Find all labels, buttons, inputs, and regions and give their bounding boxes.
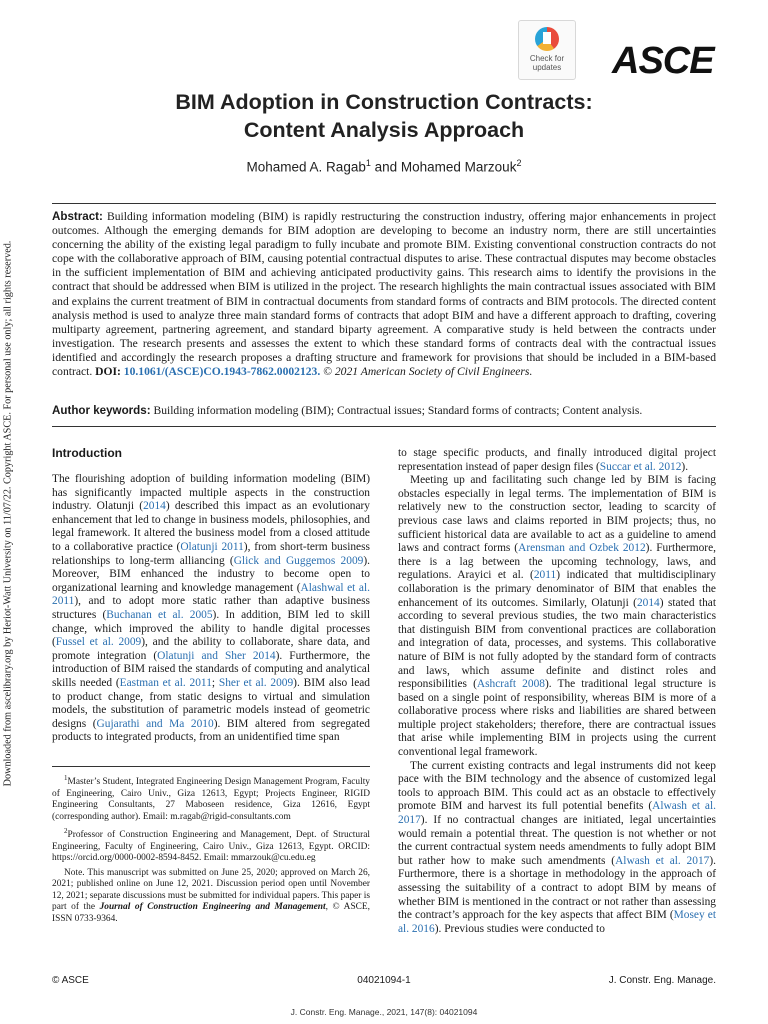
title-line-2: Content Analysis Approach (243, 118, 525, 142)
citation-link[interactable]: Olatunji and Sher 2014 (157, 649, 276, 662)
introduction-paragraph (52, 473, 370, 745)
citation-link[interactable]: 2014 (636, 596, 660, 609)
abstract-text: Building information modeling (BIM) is rapidly restructuring the construction industry, offering major enhancements in project outcomes. Although the emerging demands for BIM adoption are developing to become an industry norm, there are still uncertainties concerning the ability of the existing legal paradigm to fully incubate and promote BIM. Existing conventional construction contracts do not cope with the collaborative approach of BIM, causing potential contractual disputes to arise. These contractual disputes may become obstacles in the sufficient implementation of BIM and achieving anticipated productivity gains. This research aims to identify the provisions in the contract that should be addressed when BIM is utilized in the project. The research highlights the main contractual issues associated with BIM and explains the current treatment of BIM in contractual documents from standard forms of contracts and BIM protocols. The directed content analysis method is used to analyze three main standard forms of contracts that adopt BIM and have a different approach to drafting, covering multiparty agreement, partnering agreement, and standard biparty agreement. A comparative study is held between the contracts under investigation. The research presents and assesses the extent to which these standard forms of contracts deal with the contractual issues identified and accordingly the research proposes a drafting structure and framework for provisions that should be included in a BIM-based contract. (52, 210, 716, 379)
right-column-body (398, 447, 716, 936)
intro-text: ) described this impact as an evolutionary enhancement that led to change in business models, philosophies, and legal framework. It altered the business model from a closed attitude to a collaborative practice ( (52, 500, 370, 553)
footer-journal: J. Constr. Eng. Manage. (608, 975, 716, 986)
abstract-copyright: © 2021 American Society of Civil Engineers. (320, 365, 533, 379)
citation-link[interactable]: Succar et al. 2012 (599, 460, 682, 473)
intro-text: ; (211, 676, 219, 689)
intro-text: ), and the ability to collaborate, share data, and promote integration ( (52, 636, 370, 662)
keywords-bottom-rule (52, 426, 716, 427)
doi-link[interactable]: 10.1061/(ASCE)CO.1943-7862.0002123. (123, 365, 321, 379)
footer-page-id: 04021094-1 (357, 975, 411, 986)
citation-link[interactable]: Eastman et al. 2011 (119, 676, 212, 689)
section-heading-introduction: Introduction (52, 446, 122, 460)
intro-text: ). In addition, BIM led to skill change, which improved the ability to handle digital processes ( (52, 608, 370, 649)
paper-title (0, 88, 768, 144)
citation-link[interactable]: Glick and Guggemos 2009 (233, 554, 364, 567)
author-keywords (52, 404, 716, 417)
paragraph-continued (398, 447, 716, 474)
body-text: ). The traditional legal structure is based on a single point of responsibility, whereas BIM is more of a collaborative process where risks and liabilities are shared between multiple project stakeholders; therefore, there are contractual issues that arise while implementing BIM in projects using the current conventional legal framework. (398, 678, 716, 759)
citation-link[interactable]: 2011 (533, 569, 557, 582)
citation-link[interactable]: Alashwal et al. 2011 (52, 581, 370, 608)
body-text: ). If no contractual changes are initiated, legal uncertainties would remain a potential threat. The question is not whether or not the current contractual system needs amendments to fully adopt BIM but rather how to make such amendments ( (398, 814, 716, 867)
intro-text: ), from short-term business relationships to long-term alliancing ( (52, 540, 370, 567)
authors (0, 158, 768, 175)
paragraph (398, 474, 716, 759)
citation-link[interactable]: Sher et al. 2009 (218, 676, 294, 689)
body-text: ) indicated that multidisciplinary collaboration is the primary denominator of BIM that enables the enhancement of its outcomes. Similarly, Olatunji ( (398, 569, 716, 609)
author-1: Mohamed A. Ragab (246, 159, 366, 175)
intro-text: ). Moreover, BIM enhanced the industry to become open to organizational learning and knowledge management ( (52, 554, 370, 594)
check-for-updates-badge[interactable] (518, 20, 576, 80)
authors-and: and (370, 159, 401, 175)
citation-link[interactable]: Buchanan et al. 2005 (106, 608, 213, 621)
body-text: ). (681, 460, 689, 473)
citation-link[interactable]: 2014 (143, 500, 166, 513)
intro-text: ), and to adopt more static rather than adaptive business structures ( (52, 595, 370, 621)
author-2-affil: 2 (516, 158, 522, 168)
footnote-2 (52, 826, 370, 865)
citation-link[interactable]: Fussel et al. 2009 (55, 636, 142, 649)
note-text: Note. This manuscript was submitted on June 25, 2020; approved on March 26, 2021; published online on June 12, 2021. Discussion period open until November 12, 2021; separate discussions must be submitted for individual papers. This paper is part of the (52, 867, 371, 913)
intro-text: ). BIM also lead to product change, from static designs to virtual and simulation models, the substitution of parametric models instead of geometric designs ( (52, 676, 371, 730)
abstract-top-rule (52, 203, 716, 204)
journal-citation: J. Constr. Eng. Manage., 2021, 147(8): 04021094 (290, 1007, 478, 1017)
intro-text: ). Furthermore, the introduction of BIM raised the standards of computing and analytical skills needed ( (52, 649, 370, 689)
citation-link[interactable]: Alwash et al. 2017 (398, 800, 716, 827)
body-text: The current existing contracts and legal instruments did not keep pace with the BIM technology and the absence of customized legal tools to approach BIM. This could act as an obstacle to effectively promote BIM and harvest its full potential benefits ( (398, 759, 716, 813)
citation-link[interactable]: Mosey et al. 2016 (398, 909, 716, 935)
crossmark-icon (535, 27, 559, 51)
body-text: ). Previous studies were conducted to (434, 922, 605, 935)
footnote-1-text: Master’s Student, Integrated Engineering Design Management Program, Faculty of Engineering, Cairo Univ., Giza 12613, Egypt; Projects Engineer, RIGID Engineering Consultants, 27 Maboseen residence, Giza 12616, Egypt (corresponding author). Email: m.ragab@rigid-consultants.com (52, 777, 370, 822)
citation-link[interactable]: Alwash et al. 2017 (615, 854, 710, 867)
submission-note (52, 868, 370, 926)
citation-link[interactable]: Olatunji 2011 (180, 540, 244, 553)
body-text: ). Furthermore, there is a lag between the upcoming technology, laws, and regulations. Arayici et al. ( (398, 542, 717, 582)
journal-name: Journal of Construction Engineering and Management (99, 902, 326, 913)
author-2: Mohamed Marzouk (400, 159, 517, 175)
body-text: Meeting up and facilitating such change led by BIM is facing obstacles especially in legal terms. The implementation of BIM is relatively new to the construction sector, leading to scarcity of previous case laws and claims reported in BIM projects; thus, no sufficient historical data are available to act as a guideline to amend laws and contract forms ( (398, 474, 716, 555)
download-side-note: Downloaded from ascelibrary.org by Heriot-Watt University on 11/07/22. Copyright ASCE. For personal use only; all rights reserved. (2, 240, 14, 787)
footer-copyright: © ASCE (52, 975, 89, 986)
keywords-text: Building information modeling (BIM); Contractual issues; Standard forms of contracts; Content analysis. (150, 404, 643, 417)
abstract-label: Abstract: (52, 210, 103, 223)
title-line-1: BIM Adoption in Construction Contracts: (175, 90, 593, 114)
check-updates-line2: updates (532, 63, 562, 72)
citation-link[interactable]: Arensman and Ozbek 2012 (518, 542, 646, 555)
citation-link[interactable]: Ashcraft 2008 (476, 678, 545, 691)
footnote-1-marker: 1 (64, 774, 68, 782)
abstract (52, 210, 716, 379)
body-text: to stage specific products, and finally introduced digital project representation instead of paper design files ( (398, 447, 716, 473)
footnote-rule (52, 766, 370, 767)
asce-logo: ASCE (612, 40, 714, 82)
check-updates-line1: Check for (529, 54, 565, 63)
doi-label: DOI: (92, 365, 124, 379)
keywords-label: Author keywords: (52, 404, 151, 417)
footnotes (52, 773, 370, 928)
intro-text: The flourishing adoption of building information modeling (BIM) has significantly impacted multiple aspects in the construction industry. Olatunji ( (52, 473, 370, 513)
footnote-1 (52, 773, 370, 823)
citation-link[interactable]: Gujarathi and Ma 2010 (96, 717, 214, 730)
footnote-2-marker: 2 (64, 827, 68, 836)
body-text: ) stated that according to several previous studies, the two main characteristics that distinguish BIM from conventional practices are collaboration and integration of data, processes, and systems. This collaborative nature of BIM is not fully adopted by the standard form of contracts and laws, which assume definite and distinct roles and responsibilities ( (398, 596, 717, 691)
intro-text: ). BIM altered from segregated products to integrated products, from an unidentified time span (52, 717, 370, 744)
note-text-end: , © ASCE, ISSN 0733-9364. (52, 902, 370, 924)
paragraph (398, 760, 716, 937)
body-text: ). Furthermore, there is a shortage in methodology in the approach of assessing the suitability of a contract to adopt BIM by means of whether BIM is mentioned in the contract or not rather than assessing the contract’s approach for the key aspects that affect BIM ( (398, 854, 716, 922)
author-1-affil: 1 (365, 158, 371, 168)
footnote-2-text: Professor of Construction Engineering and Management, Dept. of Structural Engineering, Faculty of Engineering, Cairo Univ., Giza 12613, Egypt. ORCID: https://orcid.org/0000-0002-8594-8452. Email: mmarzouk@cu.edu.eg (52, 830, 370, 864)
